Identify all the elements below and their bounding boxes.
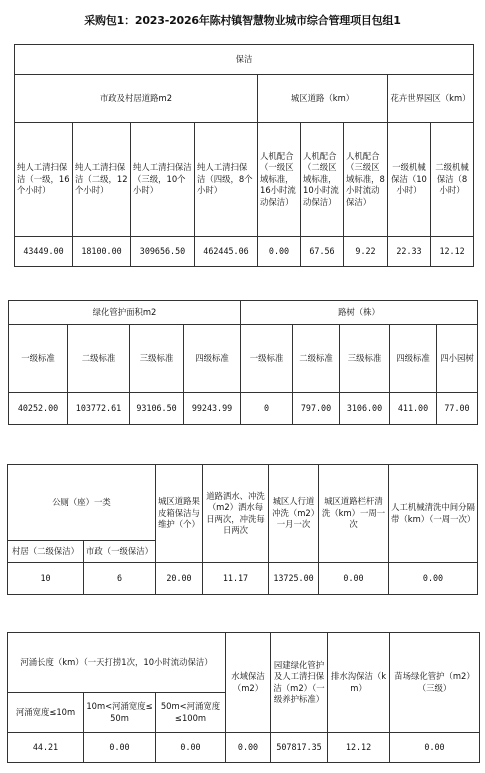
column-header: 排水沟保洁（km） [328, 633, 390, 733]
value-cell: 0.00 [389, 563, 478, 595]
value-cell: 93106.50 [130, 393, 184, 425]
river-length-group: 河涌长度（km）（一天打捞1次，10小时流动保洁） [8, 633, 226, 693]
column-header: 一级标准 [241, 325, 293, 393]
value-cell: 0.00 [319, 563, 389, 595]
column-header: 园建绿化管护及人工清扫保洁（m2）（一级养护标准） [271, 633, 328, 733]
value-cell: 103772.61 [68, 393, 130, 425]
column-header: 人机配合（二级区域标准，10小时流动保洁） [301, 123, 344, 237]
value-cell: 10 [8, 563, 84, 595]
value-cell: 462445.06 [195, 237, 258, 267]
value-cell: 12.12 [431, 237, 474, 267]
value-cell: 67.56 [301, 237, 344, 267]
value-cell: 507817.35 [271, 733, 328, 763]
greening-area-group: 绿化管护面积m2 [9, 301, 241, 325]
value-cell: 11.17 [203, 563, 269, 595]
rivers-and-drains-table [7, 632, 480, 763]
page-title: 采购包1：2023-2026年陈村镇智慧物业城市综合管理项目包组1 [84, 14, 401, 27]
flower-world-group: 花卉世界园区（km） [388, 75, 474, 123]
column-header: 苗场绿化管护（m2）（三级） [390, 633, 480, 733]
column-header: 水域保洁（m2） [226, 633, 271, 733]
value-cell: 43449.00 [15, 237, 73, 267]
column-header: 一级标准 [9, 325, 68, 393]
municipal-roads-group: 市政及村居道路m2 [15, 75, 258, 123]
value-cell: 3106.00 [340, 393, 390, 425]
column-header: 10m<河涌宽度≤50m [84, 693, 156, 733]
column-header: 村居（二级保洁） [8, 541, 84, 563]
column-header: 四小园树 [437, 325, 478, 393]
value-cell: 0.00 [390, 733, 480, 763]
column-header: 人工机械清洗中间分隔带（km）（一周一次） [389, 465, 478, 563]
column-header: 城区道路果皮箱保洁与维护（个） [156, 465, 203, 563]
column-header: 市政（一级保洁） [84, 541, 156, 563]
column-header: 四级标准 [184, 325, 241, 393]
value-cell: 0.00 [156, 733, 226, 763]
value-cell: 0 [241, 393, 293, 425]
column-header: 三级标准 [130, 325, 184, 393]
cleaning-table [14, 44, 474, 267]
column-header: 纯人工清扫保洁（一级，16个小时） [15, 123, 73, 237]
column-header: 纯人工清扫保洁（四级，8个小时） [195, 123, 258, 237]
value-cell: 40252.00 [9, 393, 68, 425]
column-header: 四级标准 [390, 325, 437, 393]
column-header: 城区道路栏杆清洗（km）一周一次 [319, 465, 389, 563]
value-cell: 99243.99 [184, 393, 241, 425]
value-cell: 22.33 [388, 237, 431, 267]
value-cell: 9.22 [344, 237, 388, 267]
column-header: 人机配合（三级区域标准，8小时流动保洁） [344, 123, 388, 237]
column-header: 二级标准 [293, 325, 340, 393]
column-header: 50m<河涌宽度≤100m [156, 693, 226, 733]
column-header: 纯人工清扫保洁（三级，10个小时） [131, 123, 195, 237]
value-cell: 797.00 [293, 393, 340, 425]
public-toilets-group: 公厕（座）一类 [8, 465, 156, 541]
column-header: 河涌宽度≤10m [8, 693, 84, 733]
column-header: 城区人行道冲洗（m2）一月一次 [269, 465, 319, 563]
value-cell: 0.00 [258, 237, 301, 267]
value-cell: 12.12 [328, 733, 390, 763]
column-header: 人机配合（一级区域标准，16小时流动保洁） [258, 123, 301, 237]
greening-table [8, 300, 478, 425]
column-header: 二级标准 [68, 325, 130, 393]
value-cell: 20.00 [156, 563, 203, 595]
column-header: 一级机械保洁（10小时） [388, 123, 431, 237]
toilets-and-washing-table [7, 464, 478, 595]
street-trees-group: 路树（株） [241, 301, 478, 325]
urban-roads-group: 城区道路（km） [258, 75, 388, 123]
column-header: 二级机械保洁（8小时） [431, 123, 474, 237]
value-cell: 411.00 [390, 393, 437, 425]
column-header: 三级标准 [340, 325, 390, 393]
value-cell: 13725.00 [269, 563, 319, 595]
cleaning-header: 保洁 [15, 45, 474, 75]
value-cell: 77.00 [437, 393, 478, 425]
value-cell: 6 [84, 563, 156, 595]
value-cell: 44.21 [8, 733, 84, 763]
value-cell: 18100.00 [73, 237, 131, 267]
value-cell: 0.00 [226, 733, 271, 763]
value-cell: 309656.50 [131, 237, 195, 267]
value-cell: 0.00 [84, 733, 156, 763]
column-header: 纯人工清扫保洁（二级，12个小时） [73, 123, 131, 237]
column-header: 道路洒水、冲洗（m2）洒水每日两次，冲洗每日两次 [203, 465, 269, 563]
